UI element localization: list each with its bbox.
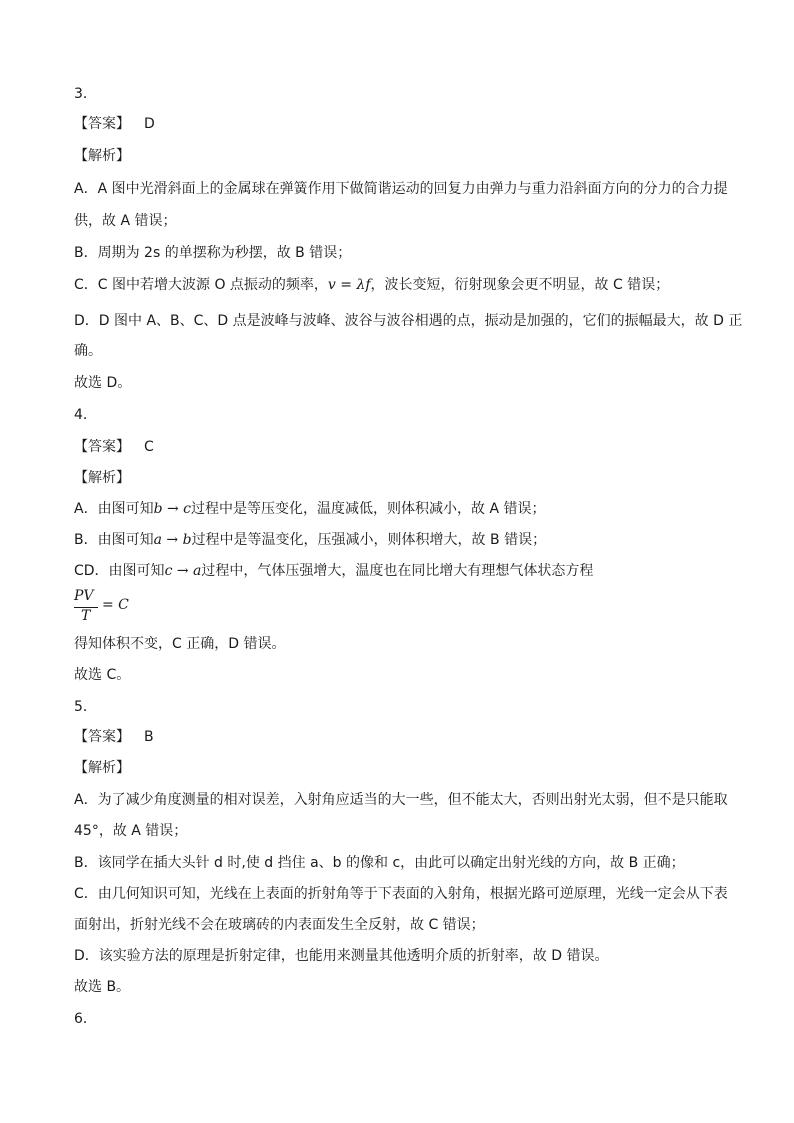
- q3-conclusion: 故选 D。: [74, 375, 132, 391]
- q4-option-a: [74, 499, 546, 519]
- q3-option-c-pre: C．C 图中若增大波源 O 点振动的频率，: [74, 277, 328, 293]
- q4-option-cd-post: 过程中，气体压强增大，温度也在同比增大有理想气体状态方程: [201, 563, 594, 579]
- q4-option-a-post: 过程中是等压变化，温度减低，则体积减小，故 A 错误；: [191, 501, 546, 517]
- question-3-number: 3．: [74, 86, 97, 102]
- q5-option-b: B．该同学在插大头针 d 时,使 d 挡住 a、b 的像和 c，由此可以确定出射光线的方向，故 B 正确；: [74, 855, 685, 871]
- q5-option-c-line1: C．由几何知识可知，光线在上表面的折射角等于下表面的入射角，根据光路可逆原理，光线一定会从下表: [74, 886, 728, 902]
- answer-tag: 【答案】: [74, 729, 130, 745]
- answer-value: B: [144, 729, 154, 745]
- answer-tag: 【答案】: [74, 116, 130, 132]
- q3-option-d-line1: D．D 图中 A、B、C、D 点是波峰与波峰、波谷与波谷相遇的点，振动是加强的，它们的振幅最大，故 D 正: [74, 313, 743, 329]
- question-3-answer: [74, 114, 155, 134]
- q5-option-a-line1: A．为了减少角度测量的相对误差，入射角应适当的大一些，但不能太大，否则出射光太弱，但不是只能取: [74, 792, 728, 808]
- process-c-to-a: c → a: [164, 563, 202, 579]
- wave-speed-formula: v = λf: [327, 277, 371, 293]
- q4-option-b-post: 过程中是等温变化，压强减小，则体积增大，故 B 错误；: [191, 532, 547, 548]
- q4-option-cd: [74, 561, 593, 581]
- question-4-answer: [74, 437, 154, 457]
- q3-option-c: [74, 275, 669, 295]
- question-5-analysis-tag: 【解析】: [74, 760, 130, 776]
- question-4-number: 4．: [74, 407, 97, 423]
- ideal-gas-formula: [74, 588, 134, 628]
- q5-option-c-line2: 面射出，折射光线不会在玻璃砖的内表面发生全反射，故 C 错误；: [74, 917, 485, 933]
- formula-rhs: = C: [102, 597, 129, 613]
- q5-conclusion: 故选 B。: [74, 979, 131, 995]
- question-3-analysis-tag: 【解析】: [74, 148, 130, 164]
- answer-value: D: [144, 116, 155, 132]
- process-b-to-c: b → c: [153, 501, 192, 517]
- q3-option-a-line1: A．A 图中光滑斜面上的金属球在弹簧作用下做简谐运动的回复力由弹力与重力沿斜面方向的分力的合力提: [74, 181, 728, 197]
- question-6-number: 6．: [74, 1011, 97, 1027]
- formula-numerator: PV: [74, 588, 94, 604]
- q3-option-d-line2: 确。: [74, 343, 102, 359]
- question-5-answer: [74, 727, 154, 747]
- question-5-number: 5．: [74, 699, 97, 715]
- q3-option-c-post: ，波长变短，衍射现象会更不明显，故 C 错误；: [370, 277, 670, 293]
- process-a-to-b: a → b: [153, 532, 192, 548]
- q4-conclusion: 故选 C。: [74, 667, 131, 683]
- q5-option-d: D．该实验方法的原理是折射定律，也能用来测量其他透明介质的折射率，故 D 错误。: [74, 948, 609, 964]
- q5-option-a-line2: 45°，故 A 错误；: [74, 823, 188, 839]
- q4-option-cd-pre: CD．由图可知: [74, 563, 165, 579]
- answer-value: C: [144, 439, 154, 455]
- question-4-analysis-tag: 【解析】: [74, 470, 130, 486]
- q3-option-a-line2: 供，故 A 错误；: [74, 213, 177, 229]
- q4-option-a-pre: A．由图可知: [74, 501, 154, 517]
- q4-option-b: [74, 530, 546, 550]
- answer-tag: 【答案】: [74, 439, 130, 455]
- q4-after-formula: 得知体积不变，C 正确，D 错误。: [74, 636, 286, 652]
- q4-option-b-pre: B．由图可知: [74, 532, 154, 548]
- q3-option-b: B．周期为 2s 的单摆称为秒摆，故 B 错误；: [74, 245, 352, 261]
- formula-denominator: T: [81, 608, 91, 624]
